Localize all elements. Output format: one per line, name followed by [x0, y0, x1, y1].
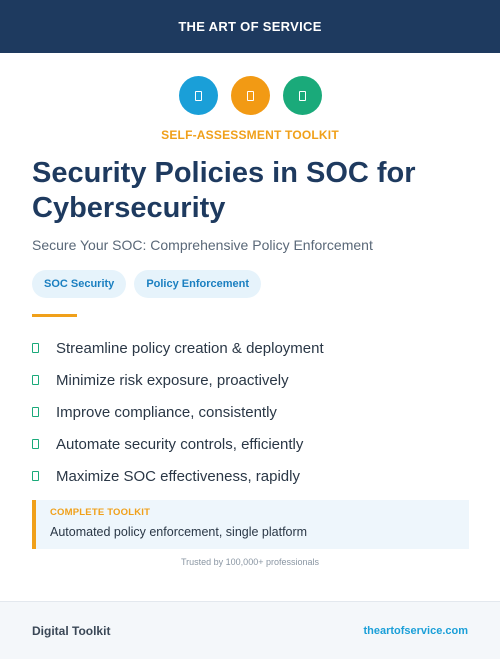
list-item: [32, 396, 324, 428]
callout-label: COMPLETE TOOLKIT: [50, 507, 151, 518]
list-item: [32, 460, 324, 492]
subtitle: Secure Your SOC: Comprehensive Policy Enforcement: [32, 237, 373, 253]
brand-name: THE ART OF SERVICE: [178, 19, 322, 34]
check-icon: [32, 343, 39, 353]
check-icon: [32, 407, 39, 417]
callout-text: Automated policy enforcement, single platform: [50, 525, 308, 539]
tag-list: [32, 270, 261, 298]
tag-policy-enforcement: Policy Enforcement: [134, 270, 261, 298]
document-icon: [231, 76, 270, 115]
icon-row: [0, 76, 500, 115]
accent-divider: [32, 314, 77, 317]
document-icon: [283, 76, 322, 115]
page-title: Security Policies in SOC for Cybersecurity: [32, 157, 416, 224]
list-item: [32, 364, 324, 396]
toolkit-callout: [32, 500, 469, 549]
document-icon: [179, 76, 218, 115]
feature-list: [32, 332, 324, 492]
check-icon: [32, 439, 39, 449]
check-icon: [32, 471, 39, 481]
top-banner: [0, 0, 500, 53]
list-item: [32, 332, 324, 364]
feature-text: Streamline policy creation & deployment: [56, 339, 324, 357]
kicker-label: SELF-ASSESSMENT TOOLKIT: [161, 128, 339, 142]
footer-label: Digital Toolkit: [32, 623, 111, 638]
feature-text: Minimize risk exposure, proactively: [56, 371, 289, 389]
trusted-note: Trusted by 100,000+ professionals: [180, 557, 319, 567]
list-item: [32, 428, 324, 460]
feature-text: Automate security controls, efficiently: [56, 435, 304, 453]
website-link[interactable]: theartofservice.com: [363, 624, 468, 637]
feature-text: Improve compliance, consistently: [56, 403, 277, 421]
tag-soc-security: SOC Security: [32, 270, 126, 298]
feature-text: Maximize SOC effectiveness, rapidly: [56, 467, 300, 485]
footer: [0, 601, 500, 659]
check-icon: [32, 375, 39, 385]
